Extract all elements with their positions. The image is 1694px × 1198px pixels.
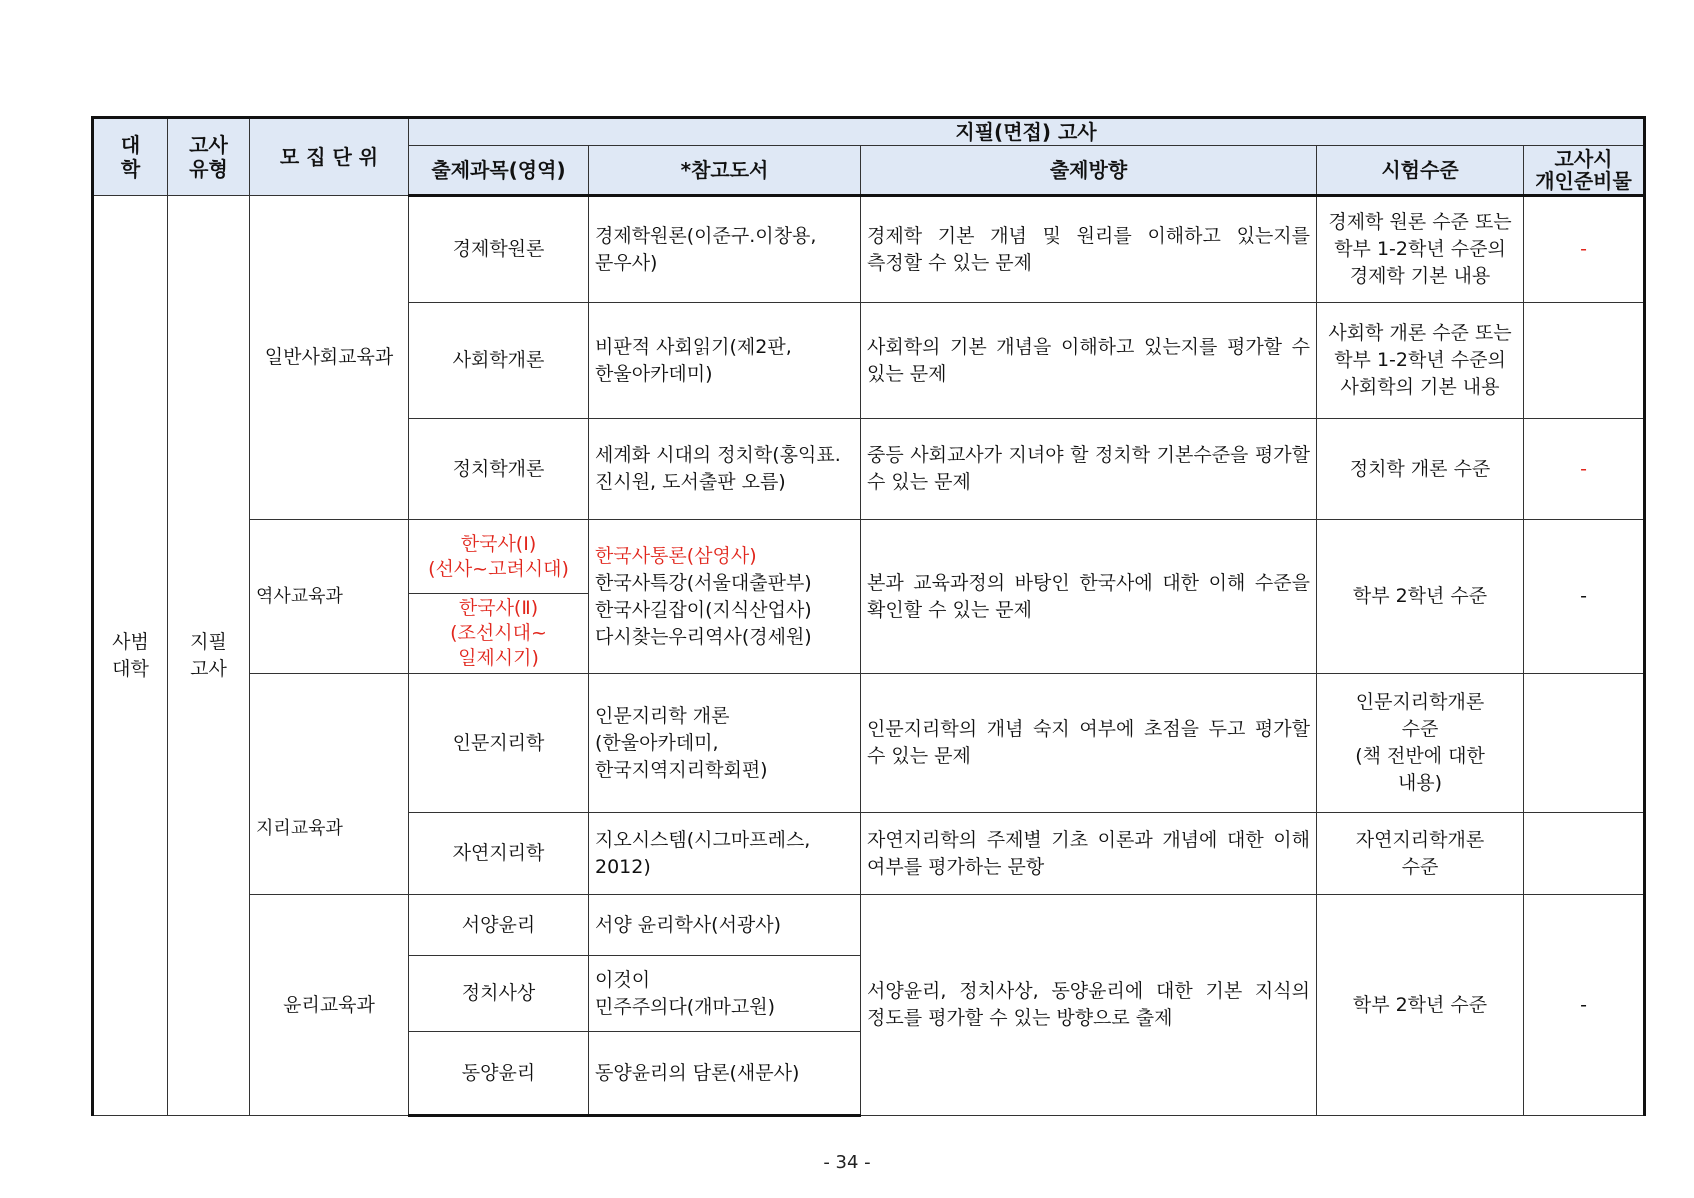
direction-cell: 사회학의 기본 개념을 이해하고 있는지를 평가할 수 있는 문제: [861, 303, 1317, 419]
reference-cell-history: [589, 520, 861, 674]
reference-cell: 인문지리학 개론 (한울아카데미, 한국지역지리학회편): [589, 674, 861, 813]
supplies-cell: [1524, 303, 1645, 419]
supplies-cell-ethics: -: [1524, 895, 1645, 1116]
reference-history-others: 한국사특강(서울대출판부) 한국사길잡이(지식산업사) 다시찾는우리역사(경세원): [595, 571, 812, 648]
level-cell-ethics: 학부 2학년 수준: [1317, 895, 1524, 1116]
department-general-social: 일반사회교육과: [250, 196, 409, 520]
direction-cell: 본과 교육과정의 바탕인 한국사에 대한 이해 수준을 확인할 수 있는 문제: [861, 520, 1317, 674]
subject-cell: 인문지리학: [409, 674, 589, 813]
header-exam-type: 고사 유형: [168, 118, 250, 196]
subject-cell: 자연지리학: [409, 813, 589, 895]
subject-cell: 동양윤리: [409, 1032, 589, 1116]
supplies-cell: -: [1524, 520, 1645, 674]
college-cell: 사범 대학: [93, 196, 168, 1116]
reference-cell: 이것이 민주주의다(개마고원): [589, 956, 861, 1032]
level-cell: 사회학 개론 수준 또는 학부 1-2학년 수준의 사회학의 기본 내용: [1317, 303, 1524, 419]
direction-cell-ethics: 서양윤리, 정치사상, 동양윤리에 대한 기본 지식의 정도를 평가할 수 있는 방향으로 출제: [861, 895, 1317, 1116]
header-level: 시험수준: [1317, 146, 1524, 196]
subject-cell: 서양윤리: [409, 895, 589, 956]
supplies-cell: [1524, 813, 1645, 895]
subject-cell: 정치학개론: [409, 419, 589, 520]
reference-cell: 서양 윤리학사(서광사): [589, 895, 861, 956]
header-direction: 출제방향: [861, 146, 1317, 196]
direction-cell: 인문지리학의 개념 숙지 여부에 초점을 두고 평가할 수 있는 문제: [861, 674, 1317, 813]
subject-cell: 사회학개론: [409, 303, 589, 419]
subject-cell-history-2: 한국사(Ⅱ) (조선시대~ 일제시기): [409, 594, 589, 674]
supplies-cell: -: [1524, 196, 1645, 303]
header-subject: 출제과목(영역): [409, 146, 589, 196]
level-cell: 경제학 원론 수준 또는 학부 1-2학년 수준의 경제학 기본 내용: [1317, 196, 1524, 303]
header-supplies: 고사시 개인준비물: [1524, 146, 1645, 196]
reference-cell: 동양윤리의 담론(새문사): [589, 1032, 861, 1116]
page-number: - 34 -: [823, 1152, 871, 1173]
header-university: 대 학: [93, 118, 168, 196]
level-cell: 정치학 개론 수준: [1317, 419, 1524, 520]
level-cell: 자연지리학개론 수준: [1317, 813, 1524, 895]
department-history: 역사교육과: [250, 520, 409, 674]
header-reference: *참고도서: [589, 146, 861, 196]
subject-cell: 경제학원론: [409, 196, 589, 303]
level-cell: 학부 2학년 수준: [1317, 520, 1524, 674]
level-cell: 인문지리학개론 수준 (책 전반에 대한 내용): [1317, 674, 1524, 813]
reference-history-main: 한국사통론(삼영사): [595, 544, 757, 567]
reference-cell: 지오시스템(시그마프레스, 2012): [589, 813, 861, 895]
direction-cell: 중등 사회교사가 지녀야 할 정치학 기본수준을 평가할 수 있는 문제: [861, 419, 1317, 520]
subject-cell: 정치사상: [409, 956, 589, 1032]
direction-cell: 경제학 기본 개념 및 원리를 이해하고 있는지를 측정할 수 있는 문제: [861, 196, 1317, 303]
supplies-cell: [1524, 674, 1645, 813]
direction-cell: 자연지리학의 주제별 기초 이론과 개념에 대한 이해 여부를 평가하는 문항: [861, 813, 1317, 895]
department-geography: 지리교육과: [250, 674, 409, 895]
subject-cell-history-1: 한국사(Ⅰ) (선사~고려시대): [409, 520, 589, 594]
reference-cell: 세계화 시대의 정치학(홍익표.진시원, 도서출판 오름): [589, 419, 861, 520]
department-ethics: 윤리교육과: [250, 895, 409, 1116]
header-unit: 모 집 단 위: [250, 118, 409, 196]
header-group-title: 지필(면접) 고사: [409, 118, 1645, 146]
exam-kind-cell: 지필 고사: [168, 196, 250, 1116]
reference-cell: 경제학원론(이준구.이창용, 문우사): [589, 196, 861, 303]
exam-table: [91, 116, 1646, 1117]
reference-cell: 비판적 사회읽기(제2판, 한울아카데미): [589, 303, 861, 419]
supplies-cell: -: [1524, 419, 1645, 520]
exam-table-sheet: [91, 116, 1643, 1114]
